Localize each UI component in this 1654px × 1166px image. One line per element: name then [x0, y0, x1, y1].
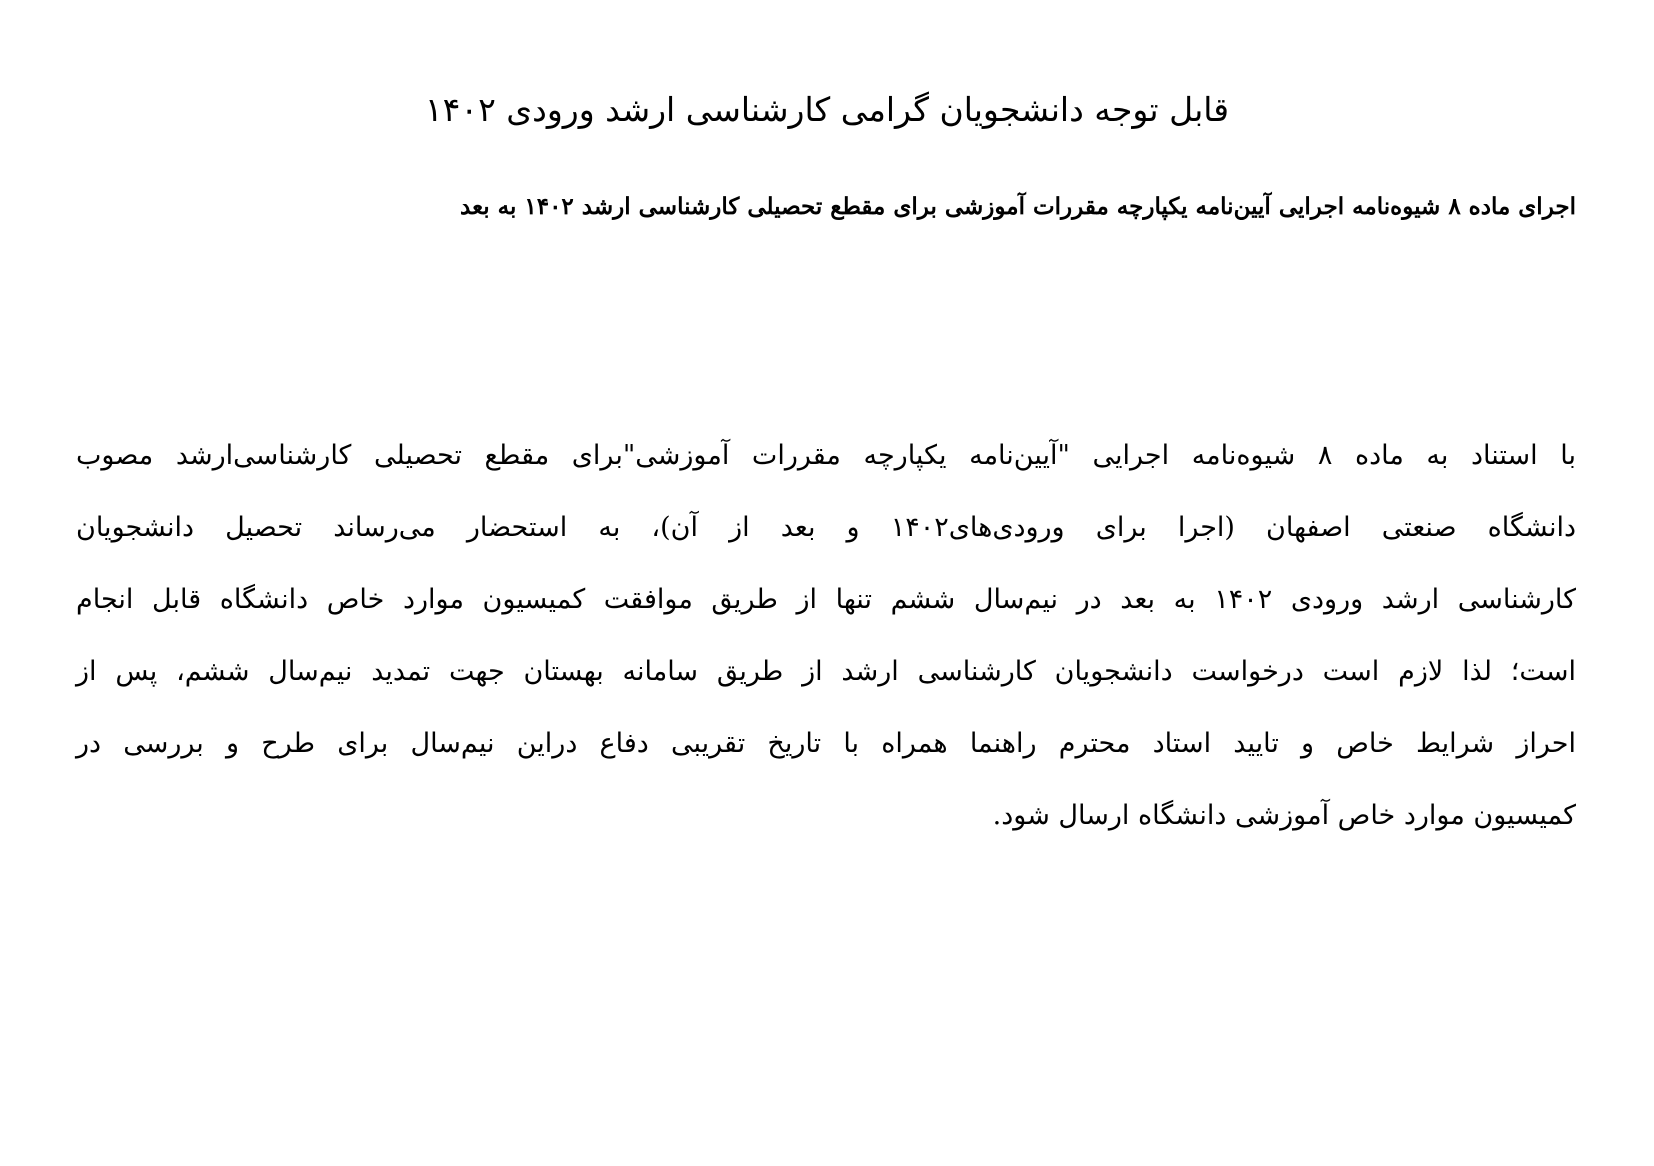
document-title: قابل توجه دانشجویان گرامی کارشناسی ارشد ورودی ۱۴۰۲ — [424, 90, 1230, 129]
body-line: کمیسیون موارد خاص آموزشی دانشگاه ارسال شود. — [992, 800, 1576, 831]
document-subtitle: اجرای ماده ۸ شیوه‌نامه اجرایی آیین‌نامه یکپارچه مقررات آموزشی برای مقطع تحصیلی کارشناسی ارشد ۱۴۰۲ به بعد — [460, 193, 1576, 220]
body-line: است؛ لذا لازم است درخواست دانشجویان کارشناسی ارشد از طریق سامانه بهستان جهت تمدید نیم‌سال ششم، پس از — [76, 656, 1576, 687]
body-line: با استناد به ماده ۸ شیوه‌نامه اجرایی "آیین‌نامه یکپارچه مقررات آموزشی"برای مقطع تحصیلی کارشناسی‌ارشد مصوب — [76, 440, 1576, 471]
body-line: کارشناسی ارشد ورودی ۱۴۰۲ به بعد در نیم‌سال ششم تنها از طریق موافقت کمیسیون موارد خاص دانشگاه قابل انجام — [76, 584, 1576, 615]
body-paragraph — [76, 420, 1576, 852]
body-line: احراز شرایط خاص و تایید استاد محترم راهنما همراه با تاریخ تقریبی دفاع دراین نیم‌سال برای طرح و بررسی در — [76, 728, 1576, 759]
body-line: دانشگاه صنعتی اصفهان (اجرا برای ورودی‌های۱۴۰۲ و بعد از آن)، به استحضار می‌رساند تحصیل دانشجویان — [76, 512, 1576, 543]
